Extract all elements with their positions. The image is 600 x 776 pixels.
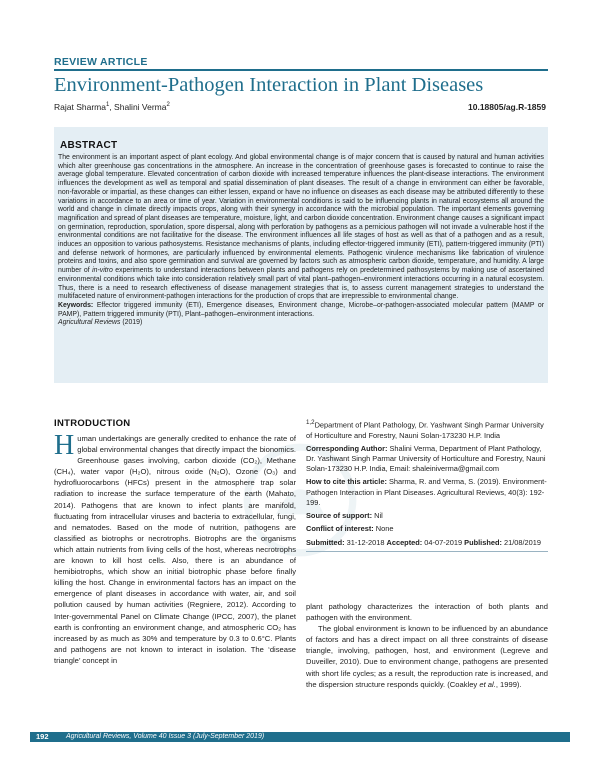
- page-number: 192: [36, 732, 49, 741]
- conflict-of-interest: [306, 524, 548, 534]
- abstract-heading: ABSTRACT: [60, 140, 118, 151]
- paragraph: [306, 623, 548, 690]
- introduction-text: [54, 430, 296, 666]
- citation-label: How to cite this article:: [306, 477, 387, 487]
- author-name[interactable]: Rajat Sharma: [54, 102, 106, 112]
- submitted-label: Submitted:: [306, 537, 345, 547]
- citation-text: Sharma, R. and Verma, S. (2019). Environment-Pathogen Interaction in Plant Diseases. Agricultural Reviews, 40(3): 192-199.: [306, 477, 547, 507]
- author-list: [54, 102, 170, 112]
- header-divider: [54, 69, 548, 71]
- author-affiliation-mark: 1: [105, 102, 110, 109]
- published-label: Published:: [464, 537, 502, 547]
- corresponding-author-label: Corresponding Author:: [306, 443, 388, 453]
- introduction-heading: INTRODUCTION: [54, 418, 131, 429]
- submitted-date: 31-12-2018: [344, 537, 387, 547]
- journal-name: Agricultural Reviews: [58, 319, 121, 327]
- journal-year: (2019): [120, 319, 143, 327]
- info-divider: [306, 551, 548, 552]
- article-info: [306, 418, 548, 552]
- keywords-text: Effector triggered immunity (ETI), Emergence diseases, Environment change, Microbe–or-pathogen-associated molecular pattern (MAMP or PAMP), Pattern triggered immunity (PTI), Plant–pathogen–environment interactions.: [58, 301, 544, 318]
- corresponding-author-text[interactable]: Shalini Verma, Department of Plant Pathology, Dr. Yashwant Singh Parmar University of Horticulture and Forestry, Nauni Solan-173230 H.P. India, Email: shaleiniverma@gmail.com: [306, 443, 546, 474]
- body-continuation: [306, 601, 548, 690]
- paragraph-italic: et al.: [479, 679, 496, 689]
- accepted-date: 04-07-2019: [422, 537, 465, 547]
- abstract-body: [58, 154, 544, 328]
- abstract-text-part: The environment is an important aspect of plant ecology. And global environmental change is of major concern that is caused by natural and human activities which alter greenhouse gas concentrations in the atmosphere. An increase in the concentration of greenhouse gases is forecasted to continue to raise the average global temperature. Elevated concentration of carbon dioxide with increased temperature influences the plant-disease interactions. The environment influences the development as well as temporal and spatial dissemination of plant diseases. The result of a change in environment can either be favorable, non-favorable or impartial, as these changes can either lessen, expand or have no influence on diseases as each disease may be attributed differently to these variations in accordance to an area or time of year. Variation in environmental conditions is said to be influencing plants in natural ecosystems all around the world and change in climate directly impacts crops, along with their synergy in accordance with the microbial population. The important elements governing magnification and spread of plant diseases are temperature, moisture, light, and carbon dioxide concentration. Environment change causes a significant impact on germination, reproduction, sporulation, spore dispersal, along with perforation by pathogens as a pernicious pathogen will not invade a vulnerable host if the environmental conditions are not facilitative for the disease. The environment influences all life stages of host as well as that of a pathogen and as a result, induces an opposition to various pathosystems. Resistance mechanisms of plants, including effector-triggered immunity (ETI), pattern-triggered immunity (PTI) and defense network of hormones, are particularly influenced by environmental elements. Pathogenic virulence mechanisms like fabrication of virulence proteins and toxins, and also spore germination and survival are governed by factors such as atmospheric carbon dioxide, temperature, and humidity. A large number of: [58, 154, 544, 275]
- support-label: Source of support:: [306, 511, 373, 521]
- article-type-label: REVIEW ARTICLE: [54, 56, 148, 68]
- introduction-body: uman undertakings are generally credited to enhance the rate of global environmental changes that directly impact the bionomics. Greenhouse gases involving, carbon dioxide (CO₂), Methane (CH₄), water vapor (H₂O), nitrous oxide (N₂O), Ozone (O₃) and hydrofluorocarbons (HFCs) present in the atmosphere trap solar radiation to increase the surface temperature of the earth (Mahato, 2014). Pathogens that are known to infect plants are manifold, fluctuating from intracellular viruses and bacteria to extracellular, fungi, and nematodes. Based on the mode of nutrition, pathogens are classified as biotrophs or necrotrophs. Biotrophs are the organisms which attain nutrients from living cells of the host, whereas necrotrophs are known to kill host cells. Also, there is an abundance of hemibiotrophs, which show an initial biotrophic phase before finally killing the host. Change in environmental factors has an impact on the emergence of plant diseases in accordance with water, air, and soil pollution caused by human activities (Regniere, 2012). According to Inter-governmental Panel on Climate Change (IPCC, 2007), the planet earth is confronting an environment change, and atmospheric CO₂ has increased by as much as 30% and temperature by 0.3 to 0.6°C. Plants and pathogens are not known to interact in isolation. The ‘disease triangle’ concept in: [54, 434, 296, 665]
- abstract-text-italic: in-vitro: [92, 267, 113, 275]
- paragraph-text: The global environment is known to be influenced by an abundance of factors and has a direct impact on all three constraints of disease triangle, involving, pathogen, host, and environment (Legreve and Duveiller, 2010). Due to environment change, pathogens are presented with short life cycles; as a result, the reproduction rate is increased, and the dispersion structure responds quickly. (Coakley: [306, 624, 548, 689]
- paragraph: plant pathology characterizes the interaction of both plants and pathogen with the environment.: [306, 602, 548, 623]
- author-affiliation-mark: 2: [166, 102, 170, 109]
- drop-cap: H: [54, 430, 75, 461]
- affiliation: [306, 418, 548, 441]
- footer-journal-info: Agricultural Reviews, Volume 40 Issue 3 (July-September 2019): [66, 733, 265, 740]
- author-name[interactable]: Shalini Verma: [114, 102, 167, 112]
- author-separator: ,: [109, 102, 115, 112]
- affiliation-mark: 1,2: [306, 419, 315, 426]
- affiliation-text: Department of Plant Pathology, Dr. Yashwant Singh Parmar University of Horticulture and Forestry, Nauni Solan-173230 H.P. India: [306, 420, 544, 440]
- article-title: Environment-Pathogen Interaction in Plant Diseases: [54, 74, 484, 96]
- keywords: [58, 302, 544, 319]
- doi-link[interactable]: 10.18805/ag.R-1859: [468, 102, 546, 112]
- abstract-text-part: experiments to understand interactions between plants and pathogens rely on predetermined pathosystems by making use of ascertained environmental conditions which take into consideration relatively small part of vital plant–pathogen–environment interactions occurring in a natural ecosystem. Thus, there is a need to research effectiveness of disease management strategies that is, to assess current management strategies to understand the multifaceted nature of environment-pathogen interactions for the production of crops that are irrepressible to environmental change.: [58, 267, 544, 301]
- keywords-label: Keywords:: [58, 301, 94, 309]
- source-of-support: [306, 511, 548, 521]
- citation: [306, 477, 548, 508]
- corresponding-author: [306, 444, 548, 475]
- abstract-text: [58, 154, 544, 302]
- publication-dates: [306, 538, 548, 548]
- support-text: Nil: [372, 511, 383, 521]
- conflict-text: None: [373, 524, 394, 534]
- introduction-section: [54, 418, 296, 666]
- journal-line: [58, 319, 544, 328]
- paragraph-text: , 1999).: [495, 679, 522, 689]
- accepted-label: Accepted:: [386, 537, 423, 547]
- conflict-label: Conflict of interest:: [306, 524, 374, 534]
- published-date: 21/08/2019: [501, 537, 541, 547]
